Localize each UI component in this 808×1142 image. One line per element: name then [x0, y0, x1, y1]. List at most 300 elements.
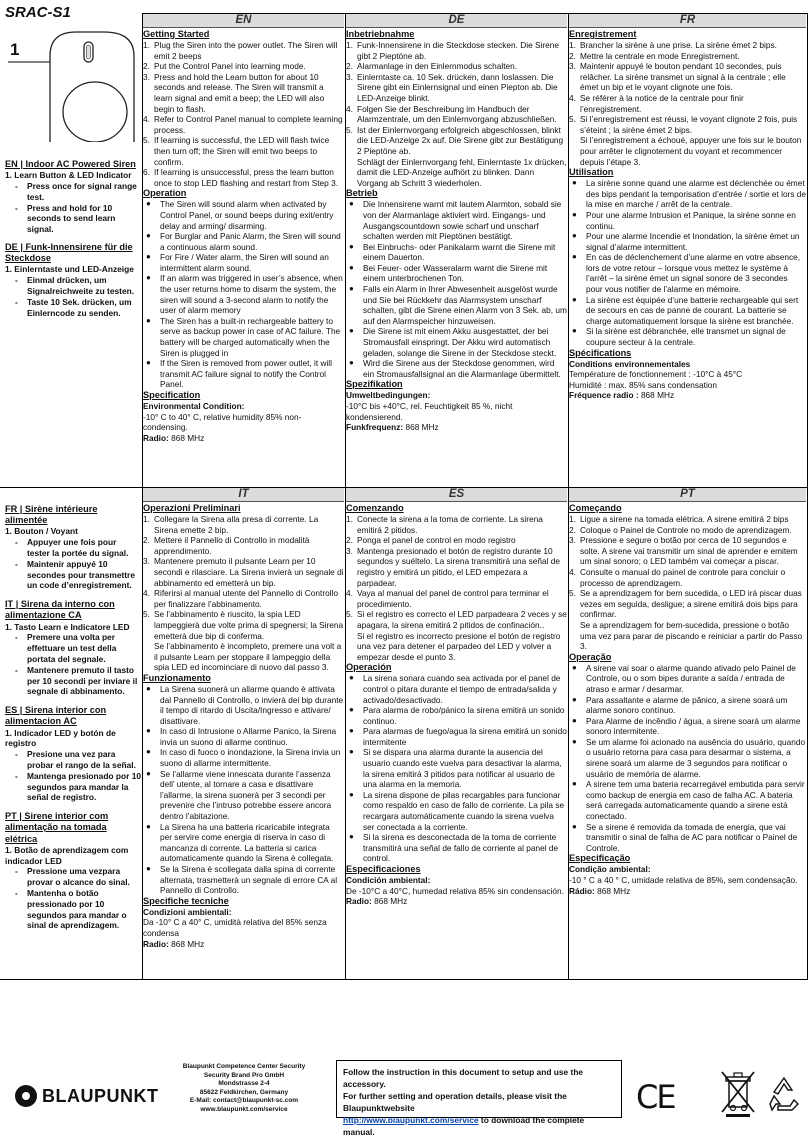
step-item	[569, 525, 806, 536]
spec-radio	[143, 433, 344, 444]
step-number: 5.	[346, 124, 353, 135]
steps-list	[346, 40, 567, 188]
bullet-icon: ●	[349, 358, 354, 368]
step-item	[346, 125, 567, 189]
step-item	[143, 40, 344, 61]
step-text: Mantenga presionado el botón de registro durante 10 segundos y suéltelo. La sirena transmitirá una señal de registro y emitirá un pitido, el LED empezara a parpadear.	[357, 545, 560, 588]
bullet-icon: ●	[349, 832, 354, 842]
spec-value: -10 ° C a 40 ° C, umidade relativa de 85%, sem condensação.	[569, 875, 798, 885]
step-item	[143, 114, 344, 135]
section-title: Operazioni Preliminari	[143, 503, 241, 513]
step-item	[346, 588, 567, 609]
bullet-icon: ●	[572, 821, 577, 831]
side-subtitle: 1. Indicador LED y botón de registro	[5, 727, 116, 749]
step-text: Riferirsi al manual utente del Pannello di Controllo per finalizzare l’abbinamento.	[154, 588, 339, 609]
operation-text: If an alarm was triggered in user’s absence, when the user returns home to disarm the system, the siren will sound a 3-second alarm to notify the user of alarm memory	[160, 273, 343, 316]
language-header: EN	[143, 14, 344, 28]
section-title: Inbetriebnahme	[346, 29, 415, 39]
operation-item	[346, 263, 567, 284]
side-item: - Appuyer une fois pour tester la portée du signal.	[15, 537, 129, 558]
bullet-icon: ●	[349, 789, 354, 799]
step-number: 1.	[569, 40, 576, 50]
step-text: Ponga el panel de control en modo registro	[357, 535, 516, 546]
operation-item	[346, 358, 567, 379]
spec-value: 868 MHz	[640, 390, 675, 401]
operation-item	[143, 316, 344, 358]
bullet-icon: ●	[572, 662, 577, 672]
operation-text: Bei Feuer- oder Wasseralarm warnt die Sirene mit einem unterbrochenen Ton.	[363, 262, 548, 284]
spec-value: De -10°C a 40°C, humedad relativa 85% sin condensación.	[346, 885, 564, 896]
step-item	[569, 567, 806, 588]
bullet-icon: ●	[572, 231, 577, 241]
steps-list	[143, 40, 344, 188]
bullet-icon: ●	[349, 199, 354, 209]
step-number: 4.	[143, 114, 150, 125]
operation-text: Bei Einbruchs- oder Panikalarm warnt die Sirene mit einem Dauerton.	[363, 241, 556, 263]
step-text: If learning is unsuccessful, press the learn button once to stop LED flashing and restart from Step 3.	[154, 167, 339, 188]
step-item	[346, 546, 567, 588]
side-subtitle: 1. Learn Button & LED Indicator	[5, 170, 132, 181]
operation-item	[569, 695, 806, 716]
spec-label: Fréquence radio :	[569, 390, 639, 401]
spec-value: 868 MHz	[374, 896, 408, 907]
step-item	[569, 51, 806, 62]
operation-text: La sirène sonne quand une alarme est déclenchée ou émet des bips pendant la temporisation d’entrée / sortie et lors de la mise en marche / arrêt de la centrale.	[586, 178, 806, 210]
side-title: ES | Sirena interior con alimentacion AC	[5, 705, 107, 727]
operation-list	[569, 178, 806, 348]
brand-name: BLAUPUNKT	[42, 1086, 159, 1106]
spec-radio	[346, 422, 567, 433]
spec-label: Condición ambiental:	[346, 875, 431, 885]
spec-label: Umweltbedingungen:	[346, 390, 431, 401]
operation-text: Pour une alarme Incendie et Inondation, la sirène émet un signal d’alarme intermittent.	[586, 231, 800, 252]
step-text: Ligue a sirene na tomada elétrica. A sirene emitirá 2 bips	[580, 514, 789, 524]
note-line: For further setting and operation details, please visit the Blaupunktwebsite	[343, 1091, 567, 1113]
bullet-icon: ●	[349, 326, 354, 336]
language-header: DE	[346, 14, 567, 28]
operation-text: In caso di Intrusione o Allarme Panico, la Sirena invia un suono di allarme continuo.	[160, 726, 337, 747]
step-number: 1.	[346, 514, 353, 524]
step-item	[346, 61, 567, 72]
operation-item	[569, 822, 806, 854]
section-title: Comenzando	[346, 503, 404, 513]
section-title: Especificaciones	[346, 864, 421, 874]
operation-text: Si la sirena es desconectada de la toma de corriente transmitirá una señal de fallo de corriente al panel de control.	[363, 832, 559, 864]
step-number: 4.	[143, 588, 150, 599]
section-title: Começando	[569, 503, 622, 513]
operation-item	[143, 199, 344, 231]
side-item: - Mantenere premuto il tasto per 10 secondi per inviare il segnale di abbinamento.	[15, 664, 138, 697]
recycle-icon	[764, 1074, 804, 1114]
language-header: ES	[346, 488, 567, 502]
step-item	[346, 609, 567, 662]
operation-item	[346, 673, 567, 705]
step-text: Mettere il Pannello di Controllo in modalità apprendimento.	[154, 535, 310, 556]
side-item: - Taste 10 Sek. drücken, um Einlerncode zu senden.	[15, 296, 132, 318]
step-item	[143, 135, 344, 167]
step-item	[569, 93, 806, 114]
siren-device-drawing	[0, 26, 142, 142]
step-text: Mettre la centrale en mode Enregistrement.	[580, 50, 740, 61]
step-item	[143, 61, 344, 72]
step-item	[143, 535, 344, 556]
step-item	[569, 514, 806, 525]
step-number: 1.	[346, 40, 353, 50]
step-text: Press and hold the Learn button for about 10 seconds and release. The Siren will transmit a learn signal and emit a beep; the LED will also begin to flash.	[154, 71, 325, 114]
step-item	[569, 535, 806, 567]
step-item	[143, 556, 344, 588]
side-panel-bottom	[5, 504, 141, 931]
operation-item	[569, 737, 806, 779]
side-item: - Presione una vez para probar el rango de la señal.	[15, 749, 136, 770]
side-item: - Press once for signal range test.	[15, 181, 137, 202]
operation-item	[143, 769, 344, 822]
side-panel-top	[5, 159, 141, 318]
operation-text: La sirena sonara cuando sea activada por el panel de control o pitara durante el tiempo de entrada/salida y activado/desactivado.	[363, 673, 561, 705]
operation-item	[143, 747, 344, 768]
section-title: Specification	[143, 390, 201, 400]
column-fr	[569, 14, 806, 486]
step-text: Maintenir appuyé le bouton pendant 10 secondes, puis relâcher. La sirène transmet un signal à la centrale ; elle émet un bip et le voyant clignote une fois.	[580, 61, 786, 93]
bullet-icon: ●	[349, 747, 354, 757]
step-item	[346, 40, 567, 61]
operation-text: Se um alarme foi acionado na ausência do usuário, quando o usuário retorna para casa para desarmar o sistema, a sirene soará um alarme de 3 segundos para notificar o usuário de memória de alarme.	[586, 736, 806, 779]
operation-text: The Siren will sound alarm when activated by Control Panel, or sound beeps during exit/entry delay and arming/ disarming.	[160, 199, 334, 231]
side-subtitle: 1. Tasto Learn e Indicatore LED	[5, 621, 130, 632]
step-text: Se référer à la notice de la centrale pour finir l’enregistrement.	[580, 92, 744, 114]
operation-text: Die Innensirene warnt mit lautem Alarmton, sobald sie von der Alarmanlage aktiviert wird. Eingangs- und Ausgangscountdown sowie scharf und unscharf schalten werden mit Pieptönen bestätigt.	[363, 199, 562, 242]
spec-label: Environmental Condition:	[143, 401, 245, 411]
operation-text: Para assaltante e alarme de pânico, a sirene soará um alarme sonoro contínuo.	[586, 694, 788, 716]
side-block-es	[5, 705, 141, 803]
step-number: 4.	[569, 566, 576, 577]
side-title: FR | Sirène intérieure alimentée	[5, 504, 98, 526]
operation-item	[143, 822, 344, 864]
spec-label: Condizioni ambientali:	[143, 906, 232, 917]
step-item	[143, 514, 344, 535]
spec-value: 868 MHz	[171, 938, 205, 949]
section-title: Operation	[143, 188, 187, 199]
step-text: If learning is successful, the LED will flash twice then turn off; the Siren will emit two beeps to confirm.	[154, 135, 330, 167]
step-number: 1.	[569, 514, 576, 524]
operation-item	[346, 832, 567, 864]
language-header: FR	[569, 14, 806, 28]
section-title: Utilisation	[569, 167, 614, 178]
bullet-icon: ●	[146, 726, 151, 736]
side-item: - Pressione uma vezpara provar o alcance do sinal.	[15, 866, 130, 888]
note-line: Follow the instruction in this document to setup and use the accessory.	[343, 1067, 584, 1089]
column-pt	[569, 488, 806, 978]
step-number: 5.	[569, 114, 576, 125]
spec-radio	[569, 886, 806, 897]
step-text: Put the Control Panel into learning mode.	[154, 61, 306, 72]
operation-item	[569, 716, 806, 737]
column-es	[346, 488, 567, 978]
operation-text: A sirene tem uma bateria recarregável embutida para servir como backup de energia em caso de falha AC. A bateria será carregada automaticamente quando a sirene está conectado.	[586, 779, 805, 822]
operation-item	[143, 684, 344, 726]
operation-text: A sirene vai soar o alarme quando ativado pelo Painel de Controle, ou o som bipes durante a saída / entrada de atraso e armar / desarmar.	[586, 662, 796, 694]
bullet-icon: ●	[146, 252, 151, 262]
operation-item	[143, 726, 344, 747]
spec-value: 868 MHz	[405, 422, 439, 433]
operation-item	[143, 252, 344, 273]
step-number: 3.	[569, 535, 576, 546]
column-en	[143, 14, 344, 486]
operation-item	[569, 295, 806, 327]
spec-value: 868 MHz	[597, 885, 631, 896]
operation-item	[143, 864, 344, 896]
step-number: 3.	[143, 71, 150, 82]
section-title: Spécifications	[569, 347, 632, 358]
step-item	[569, 114, 806, 167]
step-text: Funk-Innensirene in die Steckdose stecken. Die Sirene gibt 2 Pieptöne ab.	[357, 40, 560, 61]
step-text: Conecte la sirena a la toma de corriente. La sirena emitirá 2 pitidos.	[357, 514, 543, 535]
operation-item	[346, 326, 567, 358]
step-item	[346, 514, 567, 535]
step-item	[346, 535, 567, 546]
side-item: - Premere una volta per effettuare un test della portata del segnale.	[15, 632, 117, 664]
bullet-icon: ●	[572, 209, 577, 219]
spec-label: Rádio:	[569, 885, 595, 896]
section-title: Funzionamento	[143, 672, 211, 683]
section-title: Betrieb	[346, 188, 378, 199]
steps-list	[569, 514, 806, 652]
step-number: 5.	[143, 135, 150, 146]
spec-label: Radio:	[346, 896, 372, 907]
operation-text: La sirena dispone de pilas recargables para funcionar como respaldo en caso de fallo de corriente. La pila se recargara automáticamente cuando la sirena vuelva ser conectada a la corriente.	[363, 789, 565, 832]
step-number: 5.	[569, 588, 576, 599]
bullet-icon: ●	[146, 768, 151, 778]
operation-item	[569, 231, 806, 252]
operation-item	[346, 284, 567, 326]
section-title: Especificação	[569, 853, 631, 864]
bullet-icon: ●	[572, 252, 577, 262]
bullet-icon: ●	[572, 736, 577, 746]
step-item	[143, 72, 344, 114]
spec-value: 868 MHz	[171, 432, 205, 443]
operation-item	[569, 252, 806, 294]
bullet-icon: ●	[146, 864, 151, 873]
step-number: 5.	[143, 609, 150, 620]
step-item	[346, 72, 567, 104]
side-block-it	[5, 599, 141, 697]
operation-item	[346, 747, 567, 789]
bullet-icon: ●	[146, 273, 151, 283]
operation-list	[346, 199, 567, 379]
side-block-de	[5, 242, 141, 318]
bullet-icon: ●	[146, 358, 151, 368]
side-subtitle: 1. Botão de aprendizagem com indicador LED	[5, 844, 129, 866]
operation-item	[569, 663, 806, 695]
steps-list	[569, 40, 806, 167]
bullet-icon: ●	[572, 694, 577, 704]
bullet-icon: ●	[349, 284, 354, 294]
step-number: 4.	[346, 588, 353, 599]
step-number: 2.	[346, 61, 353, 72]
bullet-icon: ●	[146, 747, 151, 757]
step-number: 2.	[143, 61, 150, 72]
service-link[interactable]: http://www.blaupunkt.com/service	[343, 1115, 479, 1125]
side-item: - Einmal drücken, um Signalreichweite zu testen.	[15, 275, 135, 296]
bullet-icon: ●	[572, 326, 577, 336]
step-item	[143, 609, 344, 673]
bullet-icon: ●	[349, 241, 354, 251]
step-number: 2.	[569, 50, 576, 61]
download-note-box	[336, 1060, 622, 1137]
operation-text: Si se dispara una alarma durante la ausencia del usuario cuando este vuelva para desactivar la alarma, la sirena emitirá 3 pitidos para notificar al usuario de una alarma en la memoria.	[363, 747, 562, 790]
operation-item	[143, 358, 344, 390]
bullet-icon: ●	[349, 673, 354, 683]
step-text: Si el registro es correcto el LED parpadeara 2 veces y se apagara, la sirena emitirá 2 pitidos de confinación.. Si el registro es incorrecto presione el botón de registro una vez para detener el parpadeo del LED y volver a empezar desde el punto 3.	[357, 609, 567, 662]
step-item	[569, 61, 806, 93]
section-title: Operación	[346, 662, 392, 673]
spec-label: Condição ambiental:	[569, 864, 651, 875]
spec-label: Radio:	[143, 938, 169, 949]
side-block-en	[5, 159, 141, 235]
bullet-icon: ●	[572, 779, 577, 789]
step-item	[143, 588, 344, 609]
step-number: 3.	[346, 71, 353, 82]
step-text: Pressione e segure o botão por cerca de 10 segundos e solte. A sirene vai transmitir um sinal de aprender e emitem um sinal sonoro; o LED também vai começar a piscar.	[580, 535, 798, 567]
side-subtitle: 1. Bouton / Voyant	[5, 526, 78, 537]
step-number: 2.	[346, 535, 353, 546]
bullet-icon: ●	[572, 178, 577, 188]
side-item: - Press and hold for 10 seconds to send learn signal.	[15, 202, 116, 235]
operation-item	[569, 779, 806, 821]
operation-item	[346, 790, 567, 832]
step-number: 3.	[346, 545, 353, 556]
step-text: Plug the Siren into the power outlet. The Siren will emit 2 beeps	[154, 40, 338, 61]
language-header: PT	[569, 488, 806, 502]
spec-label: Funkfrequenz:	[346, 422, 404, 433]
step-number: 4.	[569, 92, 576, 103]
step-number: 2.	[569, 524, 576, 535]
section-title: Getting Started	[143, 29, 210, 39]
operation-text: Para Alarme de incêndio / água, a sirene soará um alarme sonoro intermitente.	[586, 715, 801, 737]
side-item: - Mantenha o botão pressionado por 10 segundos para mandar o sinal de aprendizagem.	[15, 887, 127, 931]
step-number: 3.	[569, 61, 576, 72]
step-text: Einlerntaste ca. 10 Sek. drücken, dann loslassen. Die Sirene gibt ein Einlernsignal und einen Piepton ab. Die LED-Anzeige blinkt.	[357, 71, 558, 103]
side-item: - Maintenir appuyé 10 secondes pour transmettre un code d’enregistrement.	[15, 558, 135, 591]
operation-item	[569, 178, 806, 210]
step-item	[346, 104, 567, 125]
step-item	[143, 167, 344, 188]
step-text: Refer to Control Panel manual to complete learning process.	[154, 114, 343, 135]
operation-text: La Sirena suonerà un allarme quando è attivata dal Pannello di Controllo, o invierà dei bip durante il tempo di ritardo di Uscita/Ingresso e attivare/ disattivare.	[160, 683, 344, 726]
operation-text: In caso di fuoco o inondazione, la Sirena invia un suono di allarme intermittente.	[160, 747, 341, 769]
operation-text: Se l’allarme viene innescata durante l’assenza dell’ utente, al tornare a casa e disattivare l’allarme, la sirena suonerà per 3 secondi per prevenire che l’intruso potrebbe essere ancora dentro l’abitazione.	[160, 768, 332, 822]
step-text: Se a aprendizagem for bem sucedida, o LED irá piscar duas vezes em seguida, desligue; a sirene emitirá dois bips para confirmar. Se a aprendizagem for bem-sucedida, pressione o botão uma vez para parar de piscando e reiniciar a partir do Passo 3.	[580, 588, 803, 652]
section-title: Enregistrement	[569, 29, 637, 39]
side-block-pt	[5, 811, 141, 931]
spec-value: -10° C to 40° C, relative humidity 85% non-condensing.	[143, 411, 302, 433]
operation-item	[569, 326, 806, 347]
step-text: Folgen Sie der Beschreibung im Handbuch der Alarmzentrale, um den Einlernvorgang abzuschließen.	[357, 103, 557, 125]
steps-list	[346, 514, 567, 662]
operation-text: En cas de déclenchement d’une alarme en votre absence, lors de votre retour – lorsque vous mettez le système à l’arrêt – la sirène émet un signal sonore de 3 secondes pour vous notifier de l’alarme en mémoire.	[586, 252, 801, 295]
bullet-icon: ●	[349, 705, 354, 715]
section-title: Specifiche tecniche	[143, 895, 229, 906]
divider	[0, 979, 808, 980]
operation-text: La sirène est équipée d’une batterie rechargeable qui sert de secours en cas de panne de courant. La batterie se charge automatiquement lorsque la sirène est branchée.	[586, 294, 799, 326]
operation-text: Wird die Sirene aus der Steckdose genommen, wird ein Stromausfallsignal an die Alarmanlage übermittelt.	[363, 358, 561, 379]
spec-value: -10°C bis +40°C, rel. Feuchtigkeit 85 %, nicht kondensierend.	[346, 401, 513, 422]
bullet-icon: ●	[146, 315, 151, 325]
bullet-icon: ●	[572, 294, 577, 304]
operation-item	[346, 242, 567, 263]
step-text: Brancher la sirène à une prise. La sirène émet 2 bips.	[580, 40, 777, 50]
operation-item	[346, 726, 567, 747]
company-address: Blaupunkt Competence Center Security Security Brand Pro GmbH Mondstrasse 2-4 85622 Feldkirchen, Germany E-Mail: contact@blaupunkt-sc.com www.blaupunkt.com/service	[182, 1063, 306, 1113]
side-title: IT | Sirena da interno con alimentazione CA	[5, 599, 115, 621]
step-text: Coloque o Painel de Controle no modo de aprendizagem.	[580, 524, 792, 535]
operation-text: For Burglar and Panic Alarm, the Siren will sound a continuous alarm sound.	[160, 231, 341, 252]
step-text: Mantenere premuto il pulsante Learn per 10 secondi e rilasciare. La Sirena invierà un segnale di abbinamento ed emetterà un bip.	[154, 556, 344, 588]
ce-mark-icon: CE	[636, 1078, 675, 1116]
step-number: 3.	[143, 556, 150, 567]
operation-list	[143, 684, 344, 896]
bullet-icon: ●	[349, 726, 354, 736]
section-title: Operação	[569, 651, 612, 662]
callout-number: 1	[10, 40, 20, 59]
operation-text: Die Sirene ist mit einem Akku ausgestattet, der bei Stromausfall einspringt. Der Akku wird automatisch geladen, solange die Sirene in der Steckdose steckt.	[363, 326, 557, 358]
operation-text: Pour une alarme Intrusion et Panique, la sirène sonne en continu.	[586, 209, 796, 231]
operation-text: Para alarmas de fuego/agua la sirena emitirá un sonido intermitente	[363, 726, 567, 747]
side-subtitle: 1. Einlerntaste und LED-Anzeige	[5, 264, 134, 275]
side-title: PT | Sirene interior com alimentação na tomada elétrica	[5, 811, 109, 844]
step-number: 4.	[346, 103, 353, 114]
side-title: DE | Funk-Innensirene für die Steckdose	[5, 241, 133, 264]
model-title: SRAC-S1	[5, 4, 71, 21]
step-number: 1.	[143, 514, 150, 524]
spec-radio	[143, 939, 344, 950]
operation-list	[143, 199, 344, 390]
side-title: EN | Indoor AC Powered Siren	[5, 159, 136, 169]
operation-text: Se la Sirena è scollegata dalla spina di corrente alternata, trasmetterà un segnale di errore CA al Pannello di Controllo.	[160, 864, 338, 896]
operation-list	[346, 673, 567, 864]
bullet-icon: ●	[572, 715, 577, 725]
bullet-icon: ●	[349, 262, 354, 272]
side-block-fr	[5, 504, 141, 591]
operation-list	[569, 663, 806, 854]
step-number: 6.	[143, 167, 150, 178]
footer	[0, 1060, 808, 1140]
step-item	[569, 40, 806, 51]
spec-label: Radio:	[143, 432, 169, 443]
blaupunkt-logo-icon	[14, 1084, 38, 1108]
operation-text: La Sirena ha una batteria ricaricabile integrata per servire come energia di riserva in caso di mancanza di corrente. La batteria si carica automaticamente quando la Sirena è collegata.	[160, 821, 334, 864]
section-title: Spezifikation	[346, 379, 403, 390]
weee-bin-icon	[720, 1068, 756, 1118]
spec-label: Conditions environnementales	[569, 358, 691, 369]
steps-list	[143, 514, 344, 673]
column-it	[143, 488, 344, 978]
step-item	[569, 588, 806, 652]
operation-text: Si la sirène est débranchée, elle transmet un signal de coupure secteur à la centrale.	[586, 326, 786, 348]
operation-text: Falls ein Alarm in Ihrer Abwesenheit ausgelöst wurde und Sie bei Rückkehr das Alarmsystem unscharf schalten, gibt die Sirene einen Alarm von 3 Sek. ab, um auf den Alarmspeicher hinzuweisen.	[363, 284, 567, 326]
operation-item	[346, 199, 567, 241]
language-header: IT	[143, 488, 344, 502]
operation-item	[346, 705, 567, 726]
spec-value: Température de fonctionnement : -10°C à 45°C Humidité : max. 85% sans condensation	[569, 369, 743, 390]
operation-text: Para alarma de robo/pánico la sirena emitirá un sonido continuo.	[363, 705, 565, 726]
step-number: 5.	[346, 609, 353, 620]
operation-text: Se a sirene é removida da tomada de energia, que vai transmitir o sinal de falha de AC para notificar o Painel de Controle.	[586, 821, 798, 853]
step-text: Alarmanlage in den Einlernmodus schalten.	[357, 61, 518, 72]
spec-radio	[346, 896, 567, 907]
operation-item	[143, 231, 344, 252]
step-number: 1.	[143, 40, 150, 50]
